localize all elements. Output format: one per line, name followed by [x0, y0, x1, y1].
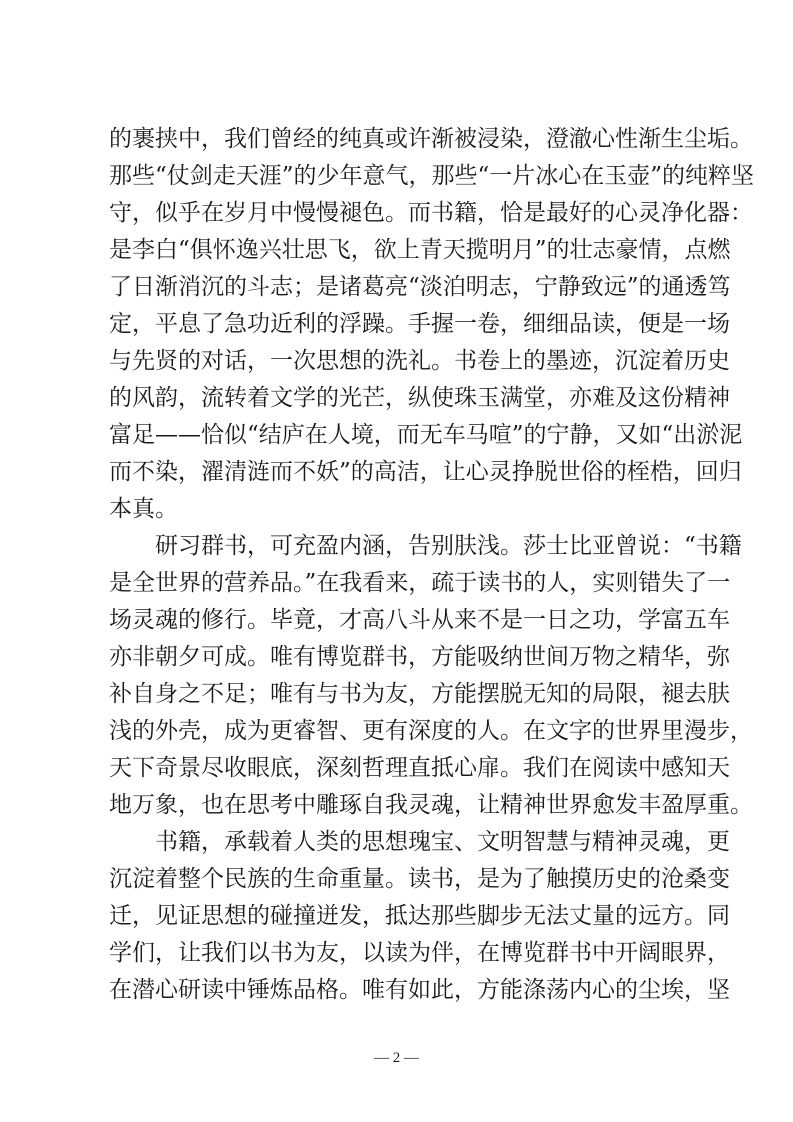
text-line: 是李白“俱怀逸兴壮思飞，欲上青天揽明月”的壮志豪情，点燃 — [109, 237, 731, 263]
text-line: 补自身之不足；唯有与书为友，方能摆脱无知的局限，褪去肤 — [109, 681, 730, 707]
text-line: 那些“仗剑走天涯”的少年意气，那些“一片冰心在玉壶”的纯粹坚 — [109, 163, 755, 189]
text-line: 本真。 — [109, 496, 178, 522]
text-line: 研习群书，可充盈内涵，告别肤浅。莎士比亚曾说：“书籍 — [155, 533, 742, 559]
text-line: 守，似乎在岁月中慢慢褪色。而书籍，恰是最好的心灵净化器： — [109, 200, 753, 226]
text-line: 的风韵，流转着文学的光芒，纵使珠玉满堂，亦难及这份精神 — [109, 385, 730, 411]
text-line: 是全世界的营养品。”在我看来，疏于读书的人，实则错失了一 — [109, 570, 731, 596]
text-line: 学们，让我们以书为友，以读为伴，在博览群书中开阔眼界， — [109, 940, 730, 966]
page-number: — 2 — — [374, 1050, 419, 1066]
text-line: 亦非朝夕可成。唯有博览群书，方能吸纳世间万物之精华，弥 — [109, 644, 730, 670]
text-line: 在潜心研读中锤炼品格。唯有如此，方能涤荡内心的尘埃，坚 — [109, 977, 730, 1003]
text-line: 与先贤的对话，一次思想的洗礼。书卷上的墨迹，沉淀着历史 — [109, 348, 730, 374]
text-line: 了日渐消沉的斗志；是诸葛亮“淡泊明志，宁静致远”的通透笃 — [109, 274, 731, 300]
text-line: 而不染，濯清涟而不妖”的高洁，让心灵挣脱世俗的桎梏，回归 — [109, 459, 742, 485]
text-line: 天下奇景尽收眼底，深刻哲理直抵心扉。我们在阅读中感知天 — [109, 755, 730, 781]
text-line: 书籍，承载着人类的思想瑰宝、文明智慧与精神灵魂，更 — [155, 829, 730, 855]
text-line: 浅的外壳，成为更睿智、更有深度的人。在文字的世界里漫步， — [109, 718, 753, 744]
text-line: 迁，见证思想的碰撞迸发，抵达那些脚步无法丈量的远方。同 — [109, 903, 730, 929]
text-line: 地万象，也在思考中雕琢自我灵魂，让精神世界愈发丰盈厚重。 — [109, 792, 753, 818]
text-line: 定，平息了急功近利的浮躁。手握一卷，细细品读，便是一场 — [109, 311, 730, 337]
text-line: 沉淀着整个民族的生命重量。读书，是为了触摸历史的沧桑变 — [109, 866, 730, 892]
text-line: 场灵魂的修行。毕竟，才高八斗从来不是一日之功，学富五车 — [109, 607, 730, 633]
text-line: 的裹挟中，我们曾经的纯真或许渐被浸染，澄澈心性渐生尘垢。 — [109, 126, 753, 152]
text-line: 富足——恰似“结庐在人境，而无车马喧”的宁静，又如“出淤泥 — [109, 422, 743, 448]
